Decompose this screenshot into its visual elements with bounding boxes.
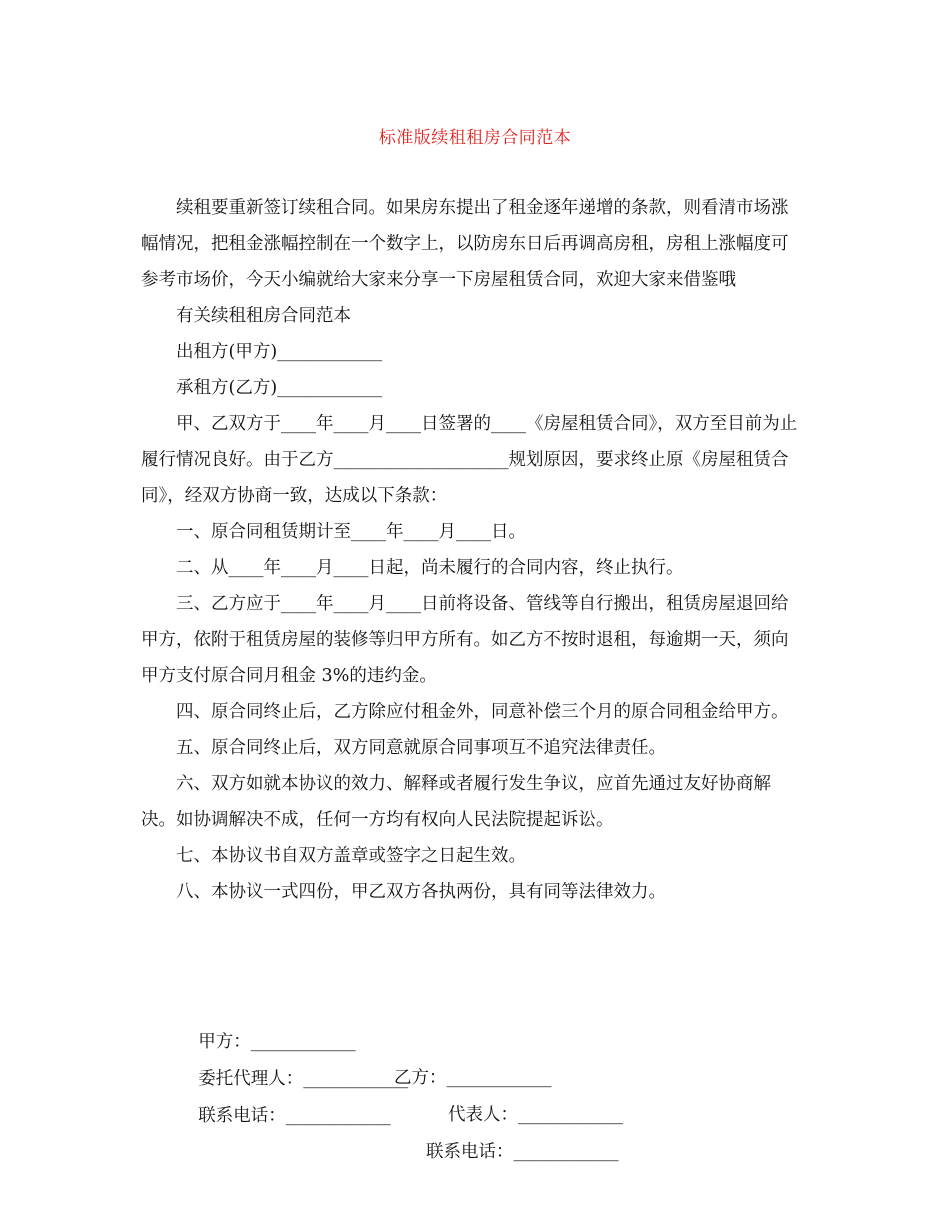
phone-b-field: 联系电话：____________	[426, 1142, 619, 1162]
lessor-line: 出租方(甲方)____________	[176, 342, 383, 362]
preamble-paragraph: 甲、乙双方于____年____月____日签署的____《房屋租赁合同》，双方至目前为止履行情况良好。由于乙方____________________规划原因，要求终止原《房屋租赁合同》，经双方协商一致，达成以下条款：	[141, 414, 798, 506]
agent-signature: 委托代理人：____________	[198, 1069, 409, 1089]
clause-6: 六、双方如就本协议的效力、解释或者履行发生争议，应首先通过友好协商解决。如协调解决不成，任何一方均有权向人民法院提起诉讼。	[141, 774, 771, 830]
contract-heading: 有关续租租房合同范本	[176, 306, 351, 326]
clause-8: 八、本协议一式四份，甲乙双方各执两份，具有同等法律效力。	[176, 882, 666, 902]
representative-signature: 代表人：____________	[448, 1105, 623, 1125]
party-b-signature: 乙方：____________	[394, 1068, 552, 1088]
clause-1: 一、原合同租赁期计至____年____月____日。	[176, 522, 526, 542]
lessee-line: 承租方(乙方)____________	[176, 378, 383, 398]
document-body	[141, 190, 801, 910]
phone-a-field: 联系电话：____________	[198, 1106, 391, 1126]
clause-7: 七、本协议书自双方盖章或签字之日起生效。	[176, 846, 526, 866]
clause-5: 五、原合同终止后，双方同意就原合同事项互不追究法律责任。	[176, 738, 666, 758]
clause-2: 二、从____年____月____日起，尚未履行的合同内容，终止执行。	[176, 558, 684, 578]
party-a-signature: 甲方：____________	[198, 1032, 356, 1052]
intro-paragraph: 续租要重新签订续租合同。如果房东提出了租金逐年递增的条款，则看清市场涨幅情况，把租金涨幅控制在一个数字上，以防房东日后再调高房租，房租上涨幅度可参考市场价，今天小编就给大家来分享一下房屋租赁合同，欢迎大家来借鉴哦	[141, 198, 789, 290]
clause-3: 三、乙方应于____年____月____日前将设备、管线等自行搬出，租赁房屋退回给甲方，依附于租赁房屋的装修等归甲方所有。如乙方不按时退租，每逾期一天，须向甲方支付原合同月租金 3%的违约金。	[141, 594, 789, 686]
clause-4: 四、原合同终止后，乙方除应付租金外，同意补偿三个月的原合同租金给甲方。	[176, 702, 789, 722]
document-title: 标准版续租租房合同范本	[378, 128, 572, 148]
